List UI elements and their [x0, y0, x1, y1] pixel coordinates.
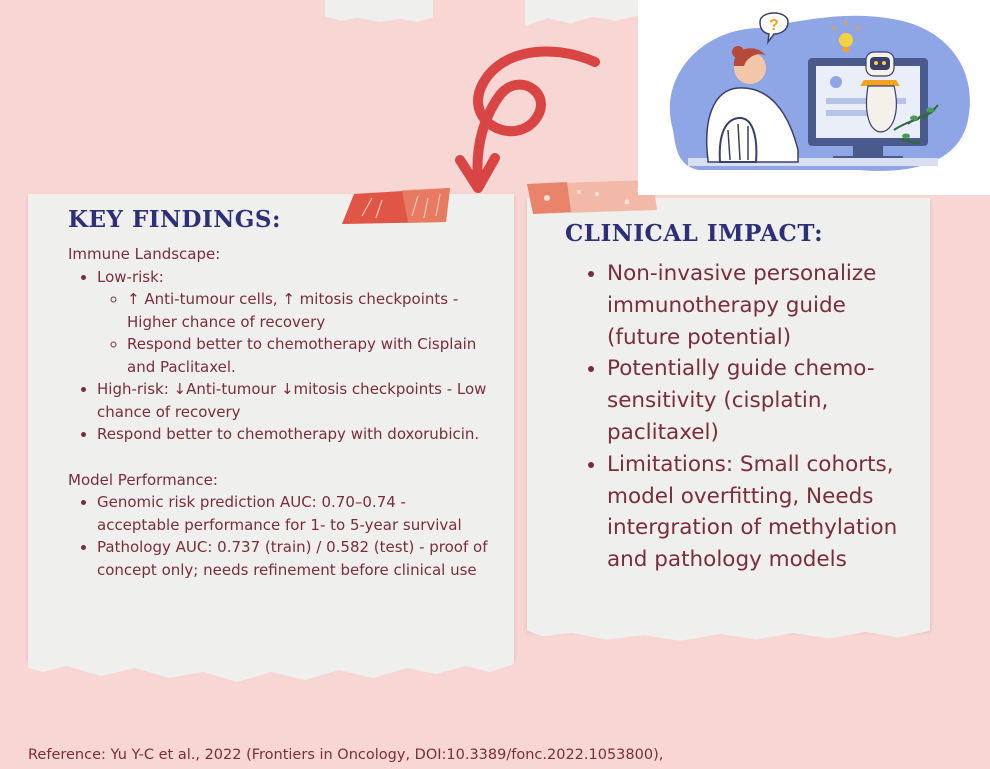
model-performance-heading: Model Performance:	[68, 470, 218, 489]
list-item: • Respond better to chemotherapy with doxorubicin.	[97, 423, 488, 446]
list-item	[97, 266, 488, 379]
list-item: ◦ ↑ Anti-tumour cells, ↑ mitosis checkpoints - Higher chance of recovery	[127, 288, 488, 333]
torn-edge	[527, 622, 930, 644]
model-performance-list	[68, 491, 488, 581]
torn-paper-scrap	[525, 0, 638, 26]
list-item: • Potentially guide chemo-sensitivity (cisplatin, paclitaxel)	[607, 353, 920, 448]
clinical-impact-heading: CLINICAL IMPACT:	[565, 220, 824, 247]
immune-findings-list	[68, 266, 488, 446]
low-risk-label: Low-risk:	[97, 267, 164, 286]
list-item: • Non-invasive personalize immunotherapy guide (future potential)	[607, 258, 920, 353]
torn-edge	[28, 650, 514, 690]
curly-red-arrow-icon	[440, 40, 610, 200]
list-item: ◦ Respond better to chemotherapy with Cisplain and Paclitaxel.	[127, 333, 488, 378]
low-risk-sublist	[97, 288, 488, 378]
immune-landscape-heading: Immune Landscape:	[68, 245, 221, 263]
reference-text: Reference: Yu Y-C et al., 2022 (Frontiers in Oncology, DOI:10.3389/fonc.2022.1053800),	[28, 747, 664, 763]
list-item: • Genomic risk prediction AUC: 0.70–0.74 - acceptable performance for 1- to 5-year survival	[97, 491, 488, 536]
list-item: • High-risk: ↓Anti-tumour ↓mitosis checkpoints - Low chance of recovery	[97, 378, 488, 423]
clinical-impact-body	[565, 258, 920, 576]
tape-decoration-icon	[342, 186, 452, 226]
clinical-impact-list	[565, 258, 920, 576]
doctor-robot-illustration	[638, 0, 990, 195]
key-findings-body	[68, 243, 488, 581]
list-item: • Pathology AUC: 0.737 (train) / 0.582 (test) - proof of concept only; needs refinement before clinical use	[97, 536, 488, 581]
question-mark-icon: ?	[769, 17, 779, 34]
torn-paper-scrap	[325, 0, 433, 22]
list-item: • Limitations: Small cohorts, model overfitting, Needs intergration of methylation and pathology models	[607, 449, 920, 576]
key-findings-heading: KEY FINDINGS:	[68, 206, 282, 233]
